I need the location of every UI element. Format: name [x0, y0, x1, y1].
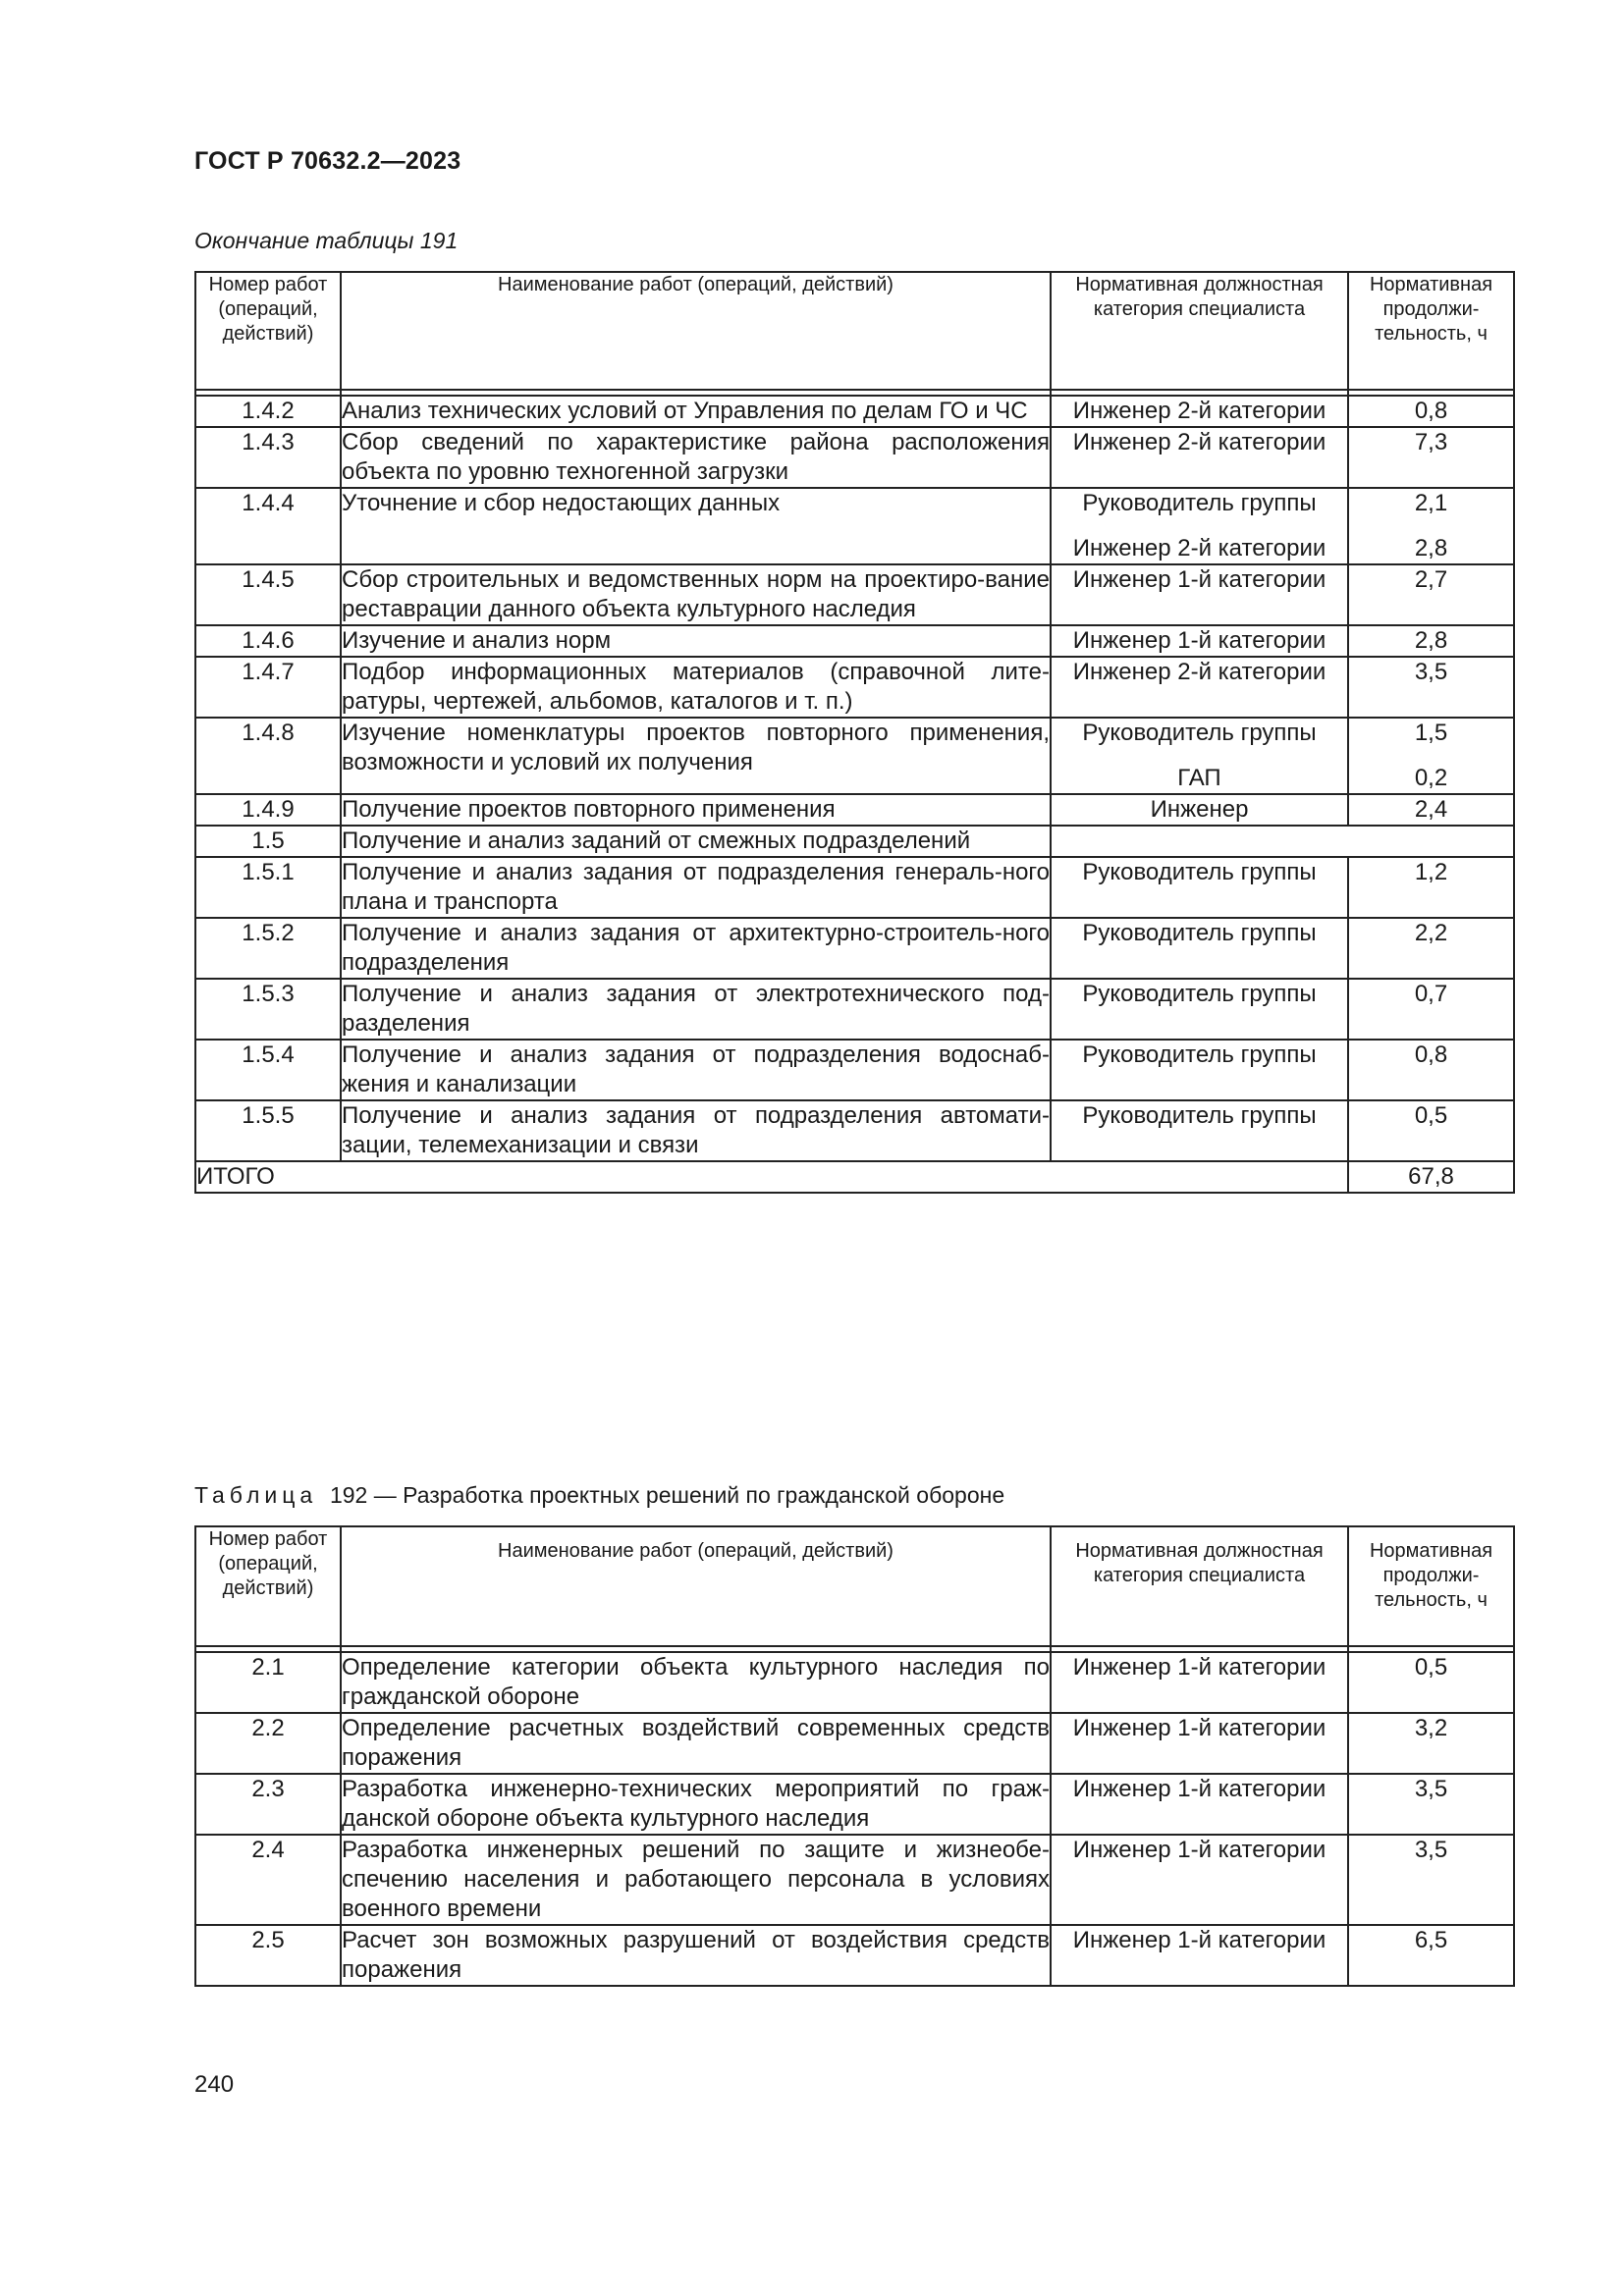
specialist-category — [1051, 396, 1348, 427]
duration-hours — [1348, 1835, 1514, 1925]
specialist-category — [1051, 657, 1348, 718]
work-number: 2.5 — [195, 1925, 341, 1986]
table-row — [195, 427, 1514, 488]
specialist-category-line: Инженер 1-й категории — [1072, 1715, 1326, 1741]
table-row — [195, 794, 1514, 826]
table-row — [195, 1925, 1514, 1986]
specialist-category-line: Инженер 2-й категории — [1072, 659, 1326, 685]
table-row — [195, 488, 1514, 564]
work-name: Получение и анализ задания от подразделения водоснаб-жения и канализации — [341, 1040, 1051, 1100]
duration-value: 3,2 — [1414, 1715, 1448, 1741]
table-row — [195, 1835, 1514, 1925]
duration-value: 2,2 — [1414, 920, 1448, 946]
duration-hours — [1348, 657, 1514, 718]
empty-cell — [1051, 826, 1514, 857]
specialist-category-line: Руководитель группы — [1082, 1041, 1317, 1068]
duration-hours — [1348, 488, 1514, 564]
table-header-row — [195, 272, 1514, 390]
work-number: 1.5.5 — [195, 1100, 341, 1161]
duration-hours — [1348, 1925, 1514, 1986]
table-row — [195, 979, 1514, 1040]
table-row — [195, 718, 1514, 794]
duration-hours — [1348, 1100, 1514, 1161]
work-number: 1.4.7 — [195, 657, 341, 718]
specialist-category — [1051, 918, 1348, 979]
work-name: Разработка инженерно-технических мероприятий по граж-данской обороне объекта культурного наследия — [341, 1774, 1051, 1835]
work-name: Изучение номенклатуры проектов повторного применения, возможности и условий их получения — [341, 718, 1051, 794]
specialist-category — [1051, 1100, 1348, 1161]
table-row — [195, 857, 1514, 918]
duration-hours — [1348, 564, 1514, 625]
table-row — [195, 396, 1514, 427]
work-name: Сбор строительных и ведомственных норм на проектиро-вание реставрации данного объекта культурного наследия — [341, 564, 1051, 625]
duration-value: 2,7 — [1414, 566, 1448, 593]
table-191-caption: Окончание таблицы 191 — [194, 228, 459, 253]
specialist-category-line: Инженер 1-й категории — [1072, 1654, 1326, 1681]
work-number: 1.4.4 — [195, 488, 341, 564]
work-name: Получение и анализ задания от подразделения автомати-зации, телемеханизации и связи — [341, 1100, 1051, 1161]
work-number: 1.5.4 — [195, 1040, 341, 1100]
work-number: 1.4.2 — [195, 396, 341, 427]
specialist-category-line: Инженер 1-й категории — [1072, 1927, 1326, 1953]
duration-hours — [1348, 918, 1514, 979]
work-number: 1.4.8 — [195, 718, 341, 794]
duration-value: 0,5 — [1414, 1102, 1448, 1129]
specialist-category-line: Руководитель группы — [1082, 981, 1317, 1007]
col-header-category: Нормативная должностная категория специалиста — [1051, 1526, 1348, 1646]
specialist-category-line: Инженер 1-й категории — [1072, 566, 1326, 593]
work-name: Анализ технических условий от Управления по делам ГО и ЧС — [341, 396, 1051, 427]
col-header-duration: Нормативная продолжи-тельность, ч — [1348, 1526, 1514, 1646]
table-row — [195, 564, 1514, 625]
work-number: 1.4.3 — [195, 427, 341, 488]
work-number: 2.4 — [195, 1835, 341, 1925]
work-name: Получение проектов повторного применения — [341, 794, 1051, 826]
specialist-category — [1051, 979, 1348, 1040]
duration-value: 3,5 — [1414, 1776, 1448, 1802]
specialist-category-line: Инженер 2-й категории — [1072, 429, 1326, 455]
work-number: 1.5.1 — [195, 857, 341, 918]
work-name: Получение и анализ задания от подразделения генераль-ного плана и транспорта — [341, 857, 1051, 918]
col-header-category: Нормативная должностная категория специалиста — [1051, 272, 1348, 390]
work-name: Расчет зон возможных разрушений от воздействия средств поражения — [341, 1925, 1051, 1986]
duration-value: 2,8 — [1414, 627, 1448, 654]
specialist-category-line: Инженер 1-й категории — [1072, 627, 1326, 654]
work-number: 1.4.6 — [195, 625, 341, 657]
work-number: 1.4.5 — [195, 564, 341, 625]
duration-value: 1,2 — [1414, 859, 1448, 885]
specialist-category — [1051, 1925, 1348, 1986]
duration-value: 0,8 — [1414, 398, 1448, 424]
duration-value: 2,8 — [1414, 535, 1448, 561]
table-row — [195, 1100, 1514, 1161]
work-number: 1.4.9 — [195, 794, 341, 826]
duration-value: 0,8 — [1414, 1041, 1448, 1068]
specialist-category-line: Инженер 1-й категории — [1072, 1837, 1326, 1863]
duration-value: 0,7 — [1414, 981, 1448, 1007]
work-name: Получение и анализ задания от электротехнического под-разделения — [341, 979, 1051, 1040]
duration-value: 7,3 — [1414, 429, 1448, 455]
col-header-name: Наименование работ (операций, действий) — [341, 272, 1051, 390]
duration-hours — [1348, 1774, 1514, 1835]
table-row — [195, 1652, 1514, 1713]
col-header-name: Наименование работ (операций, действий) — [341, 1526, 1051, 1646]
work-number: 1.5.2 — [195, 918, 341, 979]
total-label: ИТОГО — [195, 1161, 1348, 1193]
duration-value: 2,1 — [1414, 490, 1448, 516]
col-header-num: Номер работ (операций, действий) — [195, 1526, 341, 1646]
specialist-category-line: Руководитель группы — [1082, 859, 1317, 885]
duration-value: 6,5 — [1414, 1927, 1448, 1953]
work-name: Определение категории объекта культурного наследия по гражданской обороне — [341, 1652, 1051, 1713]
table-row — [195, 1713, 1514, 1774]
duration-hours — [1348, 1652, 1514, 1713]
specialist-category — [1051, 488, 1348, 564]
specialist-category-line: Руководитель группы — [1082, 720, 1317, 746]
specialist-category — [1051, 625, 1348, 657]
work-number: 2.1 — [195, 1652, 341, 1713]
duration-hours — [1348, 625, 1514, 657]
specialist-category-line: Инженер 1-й категории — [1072, 1776, 1326, 1802]
specialist-category — [1051, 718, 1348, 794]
work-number: 1.5 — [195, 826, 341, 857]
table-192-caption — [194, 1482, 1004, 1509]
total-value: 67,8 — [1348, 1161, 1514, 1193]
duration-hours — [1348, 427, 1514, 488]
table-192-caption-prefix: Таблица — [194, 1482, 318, 1508]
specialist-category-line: Руководитель группы — [1082, 1102, 1317, 1129]
duration-hours — [1348, 396, 1514, 427]
work-name: Изучение и анализ норм — [341, 625, 1051, 657]
specialist-category — [1051, 1040, 1348, 1100]
table-row — [195, 1774, 1514, 1835]
work-name: Получение и анализ задания от архитектурно-строитель-ного подразделения — [341, 918, 1051, 979]
table-row — [195, 625, 1514, 657]
total-row — [195, 1161, 1514, 1193]
table-row — [195, 826, 1514, 857]
specialist-category-line: Инженер — [1150, 796, 1249, 823]
table-192 — [194, 1525, 1515, 1987]
table-row — [195, 918, 1514, 979]
specialist-category — [1051, 857, 1348, 918]
duration-hours — [1348, 979, 1514, 1040]
duration-hours — [1348, 857, 1514, 918]
specialist-category — [1051, 1774, 1348, 1835]
specialist-category-line: Инженер 2-й категории — [1072, 535, 1326, 561]
work-name: Уточнение и сбор недостающих данных — [341, 488, 1051, 564]
specialist-category-line: ГАП — [1177, 765, 1221, 791]
page-number: 240 — [194, 2071, 235, 2098]
specialist-category — [1051, 1652, 1348, 1713]
table-192-caption-text: 192 — Разработка проектных решений по гражданской обороне — [329, 1482, 1005, 1508]
duration-hours — [1348, 1713, 1514, 1774]
work-name: Разработка инженерных решений по защите и жизнеобе-спечению населения и работающего персонала в условиях военного времени — [341, 1835, 1051, 1925]
duration-hours — [1348, 794, 1514, 826]
table-191 — [194, 271, 1515, 1194]
duration-value: 3,5 — [1414, 659, 1448, 685]
work-name: Получение и анализ заданий от смежных подразделений — [341, 826, 1051, 857]
specialist-category — [1051, 1835, 1348, 1925]
specialist-category-line: Руководитель группы — [1082, 490, 1317, 516]
work-name: Сбор сведений по характеристике района расположения объекта по уровню техногенной загрузки — [341, 427, 1051, 488]
work-name: Подбор информационных материалов (справочной лите-ратуры, чертежей, альбомов, каталогов и т. п.) — [341, 657, 1051, 718]
col-header-duration: Нормативная продолжи-тельность, ч — [1348, 272, 1514, 390]
specialist-category — [1051, 1713, 1348, 1774]
specialist-category — [1051, 794, 1348, 826]
document-code: ГОСТ Р 70632.2—2023 — [194, 147, 461, 175]
work-name: Определение расчетных воздействий современных средств поражения — [341, 1713, 1051, 1774]
duration-value: 0,5 — [1414, 1654, 1448, 1681]
duration-value: 3,5 — [1414, 1837, 1448, 1863]
specialist-category — [1051, 564, 1348, 625]
table-header-row — [195, 1526, 1514, 1646]
work-number: 1.5.3 — [195, 979, 341, 1040]
table-row — [195, 657, 1514, 718]
specialist-category — [1051, 427, 1348, 488]
duration-value: 1,5 — [1414, 720, 1448, 746]
duration-hours — [1348, 718, 1514, 794]
specialist-category-line: Инженер 2-й категории — [1072, 398, 1326, 424]
duration-hours — [1348, 1040, 1514, 1100]
duration-value: 0,2 — [1414, 765, 1448, 791]
duration-value: 2,4 — [1414, 796, 1448, 823]
table-row — [195, 1040, 1514, 1100]
work-number: 2.3 — [195, 1774, 341, 1835]
specialist-category-line: Руководитель группы — [1082, 920, 1317, 946]
work-number: 2.2 — [195, 1713, 341, 1774]
col-header-num: Номер работ (операций, действий) — [195, 272, 341, 390]
